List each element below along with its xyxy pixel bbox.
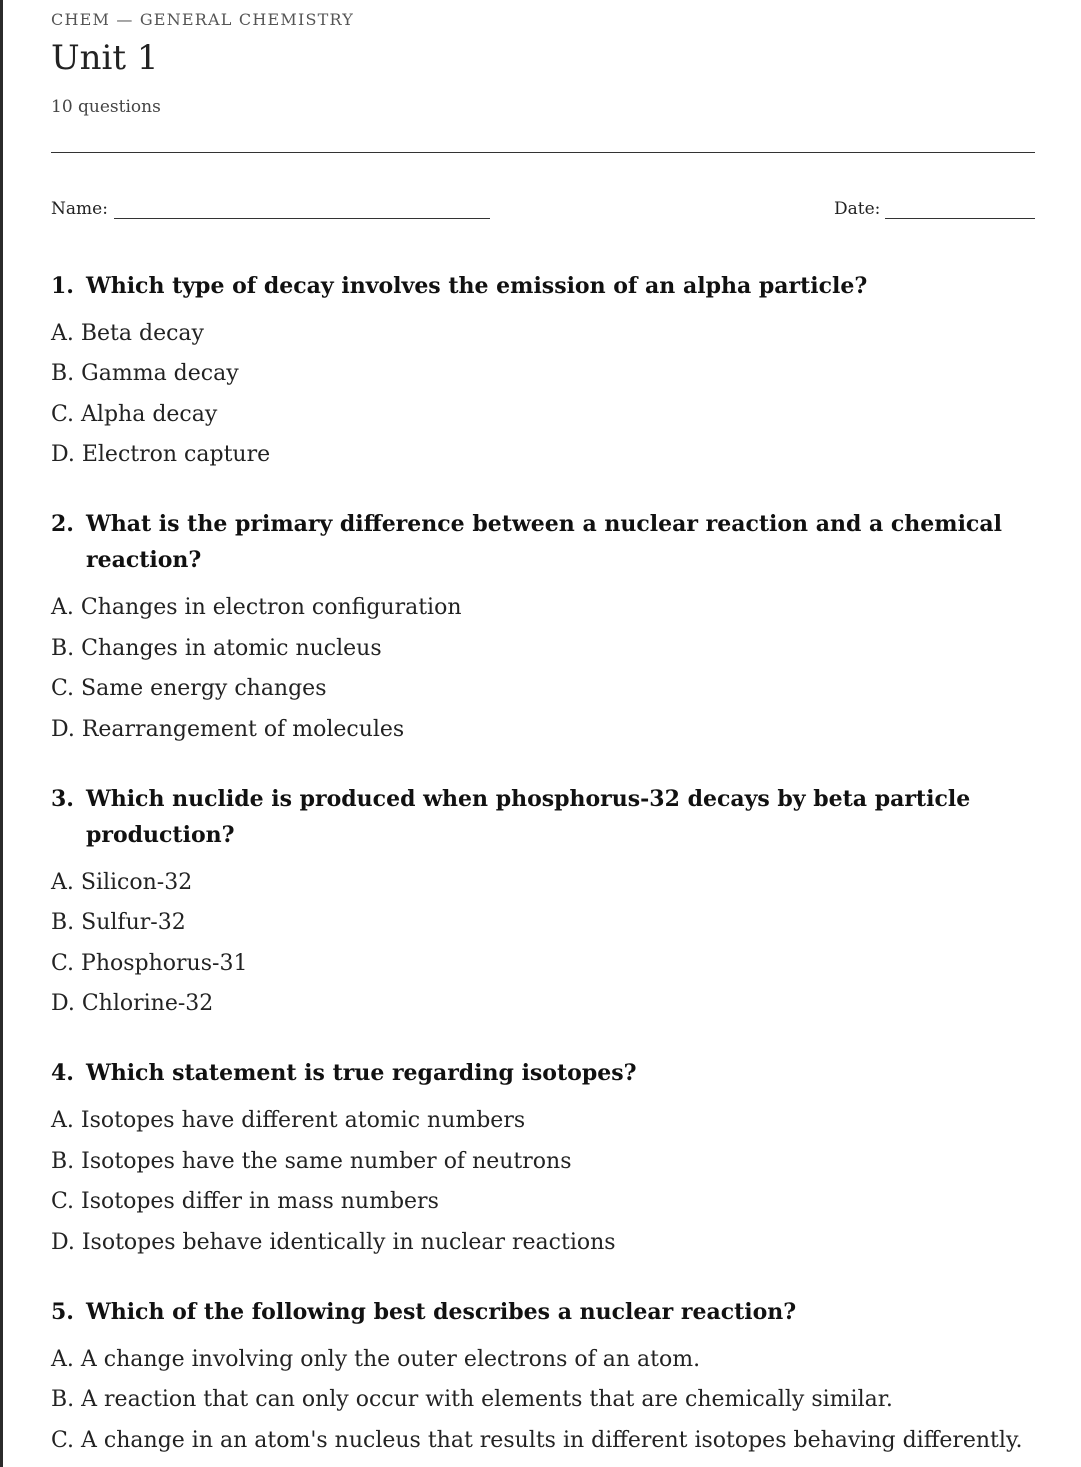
question-count: 10 questions <box>51 97 161 117</box>
answer-option[interactable]: B. Gamma decay <box>51 361 239 386</box>
question-number: 5. <box>51 1299 74 1325</box>
header-divider <box>51 152 1035 153</box>
answer-option[interactable]: B. Sulfur-32 <box>51 910 186 935</box>
answer-option[interactable]: C. Same energy changes <box>51 676 327 701</box>
page-title: Unit 1 <box>51 38 159 78</box>
question-number: 3. <box>51 786 74 812</box>
name-field[interactable] <box>114 218 490 219</box>
left-border <box>0 0 3 1467</box>
answer-option[interactable]: D. Electron capture <box>51 442 271 467</box>
answer-option[interactable]: A. A change involving only the outer electrons of an atom. <box>51 1347 701 1372</box>
question-title <box>51 268 1035 304</box>
date-label: Date: <box>834 199 881 219</box>
answer-option[interactable]: A. Changes in electron configuration <box>51 595 462 620</box>
question-text: Which statement is true regarding isotopes? <box>86 1060 637 1086</box>
question-title <box>51 781 1035 853</box>
answer-option[interactable]: A. Silicon-32 <box>51 870 193 895</box>
question-number: 4. <box>51 1060 74 1086</box>
answer-option[interactable]: C. Phosphorus-31 <box>51 951 248 976</box>
question-number: 1. <box>51 273 74 299</box>
question-title <box>51 1294 1035 1330</box>
answer-option[interactable]: C. A change in an atom's nucleus that results in different isotopes behaving differently. <box>51 1428 1023 1453</box>
name-label: Name: <box>51 199 108 219</box>
question-title <box>51 506 1035 578</box>
question-number: 2. <box>51 511 74 537</box>
answer-option[interactable]: B. A reaction that can only occur with elements that are chemically similar. <box>51 1387 893 1412</box>
question-text: Which nuclide is produced when phosphorus-32 decays by beta particle production? <box>86 786 971 848</box>
answer-option[interactable]: B. Isotopes have the same number of neutrons <box>51 1149 572 1174</box>
answer-option[interactable]: B. Changes in atomic nucleus <box>51 636 382 661</box>
answer-option[interactable]: A. Isotopes have different atomic numbers <box>51 1108 526 1133</box>
date-field[interactable] <box>885 218 1035 219</box>
answer-option[interactable]: D. Isotopes behave identically in nuclear reactions <box>51 1230 616 1255</box>
answer-option[interactable]: C. Isotopes differ in mass numbers <box>51 1189 439 1214</box>
answer-option[interactable]: D. Rearrangement of molecules <box>51 717 405 742</box>
question-text: What is the primary difference between a nuclear reaction and a chemical reaction? <box>86 511 1002 573</box>
answer-option[interactable]: A. Beta decay <box>51 321 204 346</box>
name-date-row <box>51 199 1035 225</box>
answer-option[interactable]: C. Alpha decay <box>51 402 218 427</box>
question-text: Which of the following best describes a nuclear reaction? <box>86 1299 797 1325</box>
answer-option[interactable]: D. Chlorine-32 <box>51 991 214 1016</box>
question-text: Which type of decay involves the emission of an alpha particle? <box>86 273 868 299</box>
question-title <box>51 1055 1035 1091</box>
course-label: CHEM — GENERAL CHEMISTRY <box>51 10 355 29</box>
